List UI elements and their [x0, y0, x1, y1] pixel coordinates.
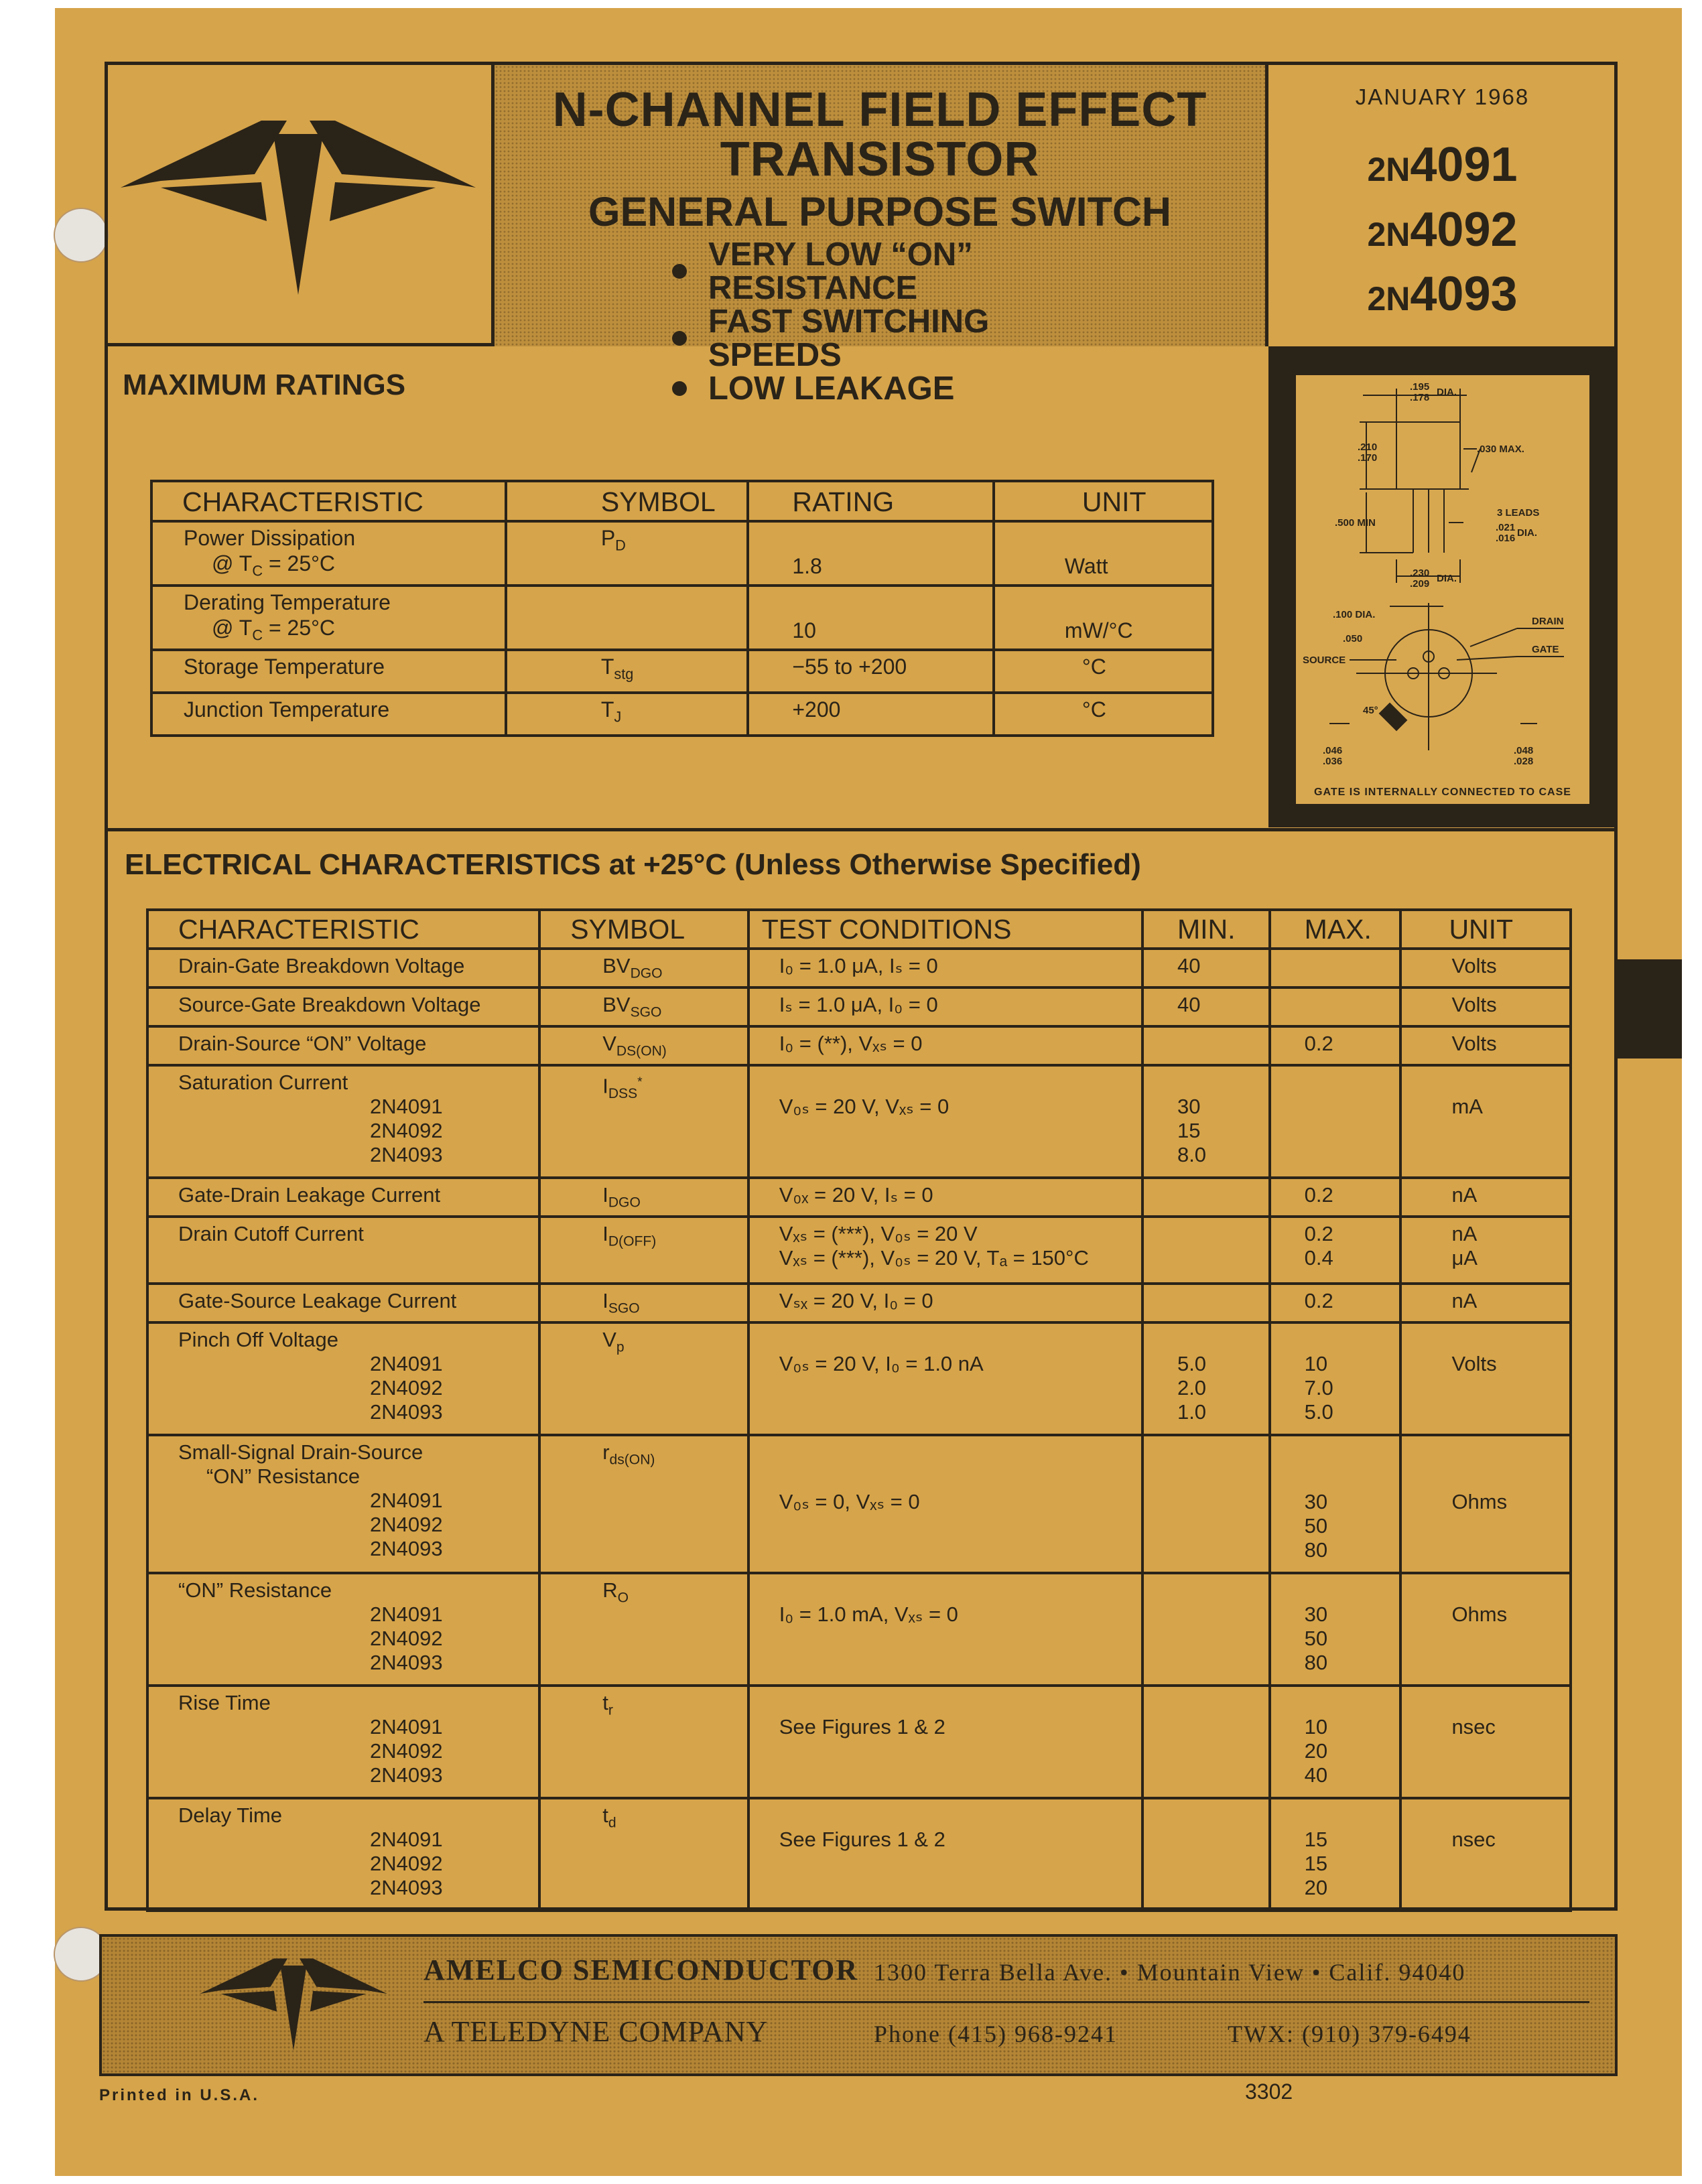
mr-unit: °C	[994, 650, 1213, 693]
svg-text:DRAIN: DRAIN	[1532, 616, 1564, 627]
table-row: Drain-Source “ON” Voltage $V_{DS(ON)}$ I₀ = (**), Vₓₛ = 0 0.2 Volts	[147, 1026, 1571, 1065]
company-name: AMELCO SEMICONDUCTOR	[423, 1954, 859, 1986]
table-row	[151, 521, 1213, 586]
svg-text:GATE: GATE	[1532, 644, 1559, 655]
table-row: Gate-Drain Leakage Current $I_{DGO}$ V₀ₓ = 20 V, Iₛ = 0 0.2 nA	[147, 1178, 1571, 1217]
footer-band	[99, 1934, 1618, 2076]
svg-text:.230: .230	[1410, 567, 1430, 579]
table-row	[151, 650, 1213, 693]
mr-rating: −55 to +200	[748, 650, 994, 693]
title-line-1: N-CHANNEL FIELD EFFECT	[552, 83, 1207, 137]
bullet-icon	[672, 264, 687, 279]
mr-unit: mW/°C	[994, 586, 1213, 650]
part-number-4092: 2N4092	[1367, 203, 1518, 257]
teledyne-logo-icon	[121, 121, 476, 295]
mr-symbol	[506, 586, 748, 650]
section-divider	[105, 828, 1618, 831]
package-drawing	[1296, 375, 1589, 804]
svg-text:SOURCE: SOURCE	[1303, 655, 1346, 666]
svg-text:45°: 45°	[1363, 705, 1378, 716]
svg-text:.028: .028	[1514, 756, 1534, 767]
printed-in: Printed in U.S.A.	[99, 2086, 260, 2104]
mr-header-symbol: SYMBOL	[506, 481, 748, 521]
binder-hole-top	[54, 208, 109, 263]
package-outline-icon	[1296, 375, 1589, 804]
header-title-band	[491, 65, 1268, 407]
part-number-4093: 2N4093	[1367, 267, 1518, 321]
table-row: Delay Time 2N4091 2N4092 2N4093 $t_d$ See Figures 1 & 2 15 15 20 nsec	[147, 1798, 1571, 1911]
package-note: GATE IS INTERNALLY CONNECTED TO CASE	[1314, 787, 1571, 798]
bullet-icon	[672, 331, 687, 346]
electrical-table	[146, 908, 1572, 1912]
mr-rating: +200	[748, 693, 994, 736]
page-number: 3302	[1245, 2079, 1293, 2104]
mr-header-rating: RATING	[748, 481, 994, 521]
table-row: Source-Gate Breakdown Voltage $BV_{SGO}$ Iₛ = 1.0 μA, I₀ = 0 40 Volts	[147, 987, 1571, 1026]
mr-symbol: $T_J$	[506, 693, 748, 736]
feature-item: LOW LEAKAGE	[672, 372, 1088, 405]
max-ratings-table	[150, 480, 1214, 737]
mr-symbol: $T_{stg}$	[506, 650, 748, 693]
table-row: Rise Time 2N4091 2N4092 2N4093 $t_r$ See Figures 1 & 2 10 20 40 nsec	[147, 1686, 1571, 1798]
mr-char: Junction Temperature	[151, 693, 506, 736]
svg-text:.016: .016	[1496, 533, 1516, 544]
mr-header-unit: UNIT	[994, 481, 1213, 521]
subtitle: GENERAL PURPOSE SWITCH	[588, 189, 1171, 234]
mr-unit: Watt	[994, 521, 1213, 586]
mr-rating: 10	[748, 586, 994, 650]
svg-text:.030 MAX.: .030 MAX.	[1477, 443, 1524, 455]
table-row: Drain-Gate Breakdown Voltage $BV_{DGO}$ I₀ = 1.0 μA, Iₛ = 0 40 Volts	[147, 949, 1571, 987]
svg-text:3 LEADS: 3 LEADS	[1497, 507, 1540, 519]
parent-company: A TELEDYNE COMPANY	[423, 2015, 769, 2048]
ec-header-symbol: SYMBOL	[539, 910, 748, 949]
teledyne-logo-icon	[200, 1954, 387, 2055]
svg-text:.050: .050	[1343, 633, 1363, 644]
mr-unit: °C	[994, 693, 1213, 736]
phone-number: Phone (415) 968-9241	[874, 2021, 1118, 2047]
index-tab	[1615, 959, 1682, 1059]
title-line-2: TRANSISTOR	[720, 133, 1040, 186]
bullet-icon	[672, 381, 687, 396]
table-row: Small-Signal Drain-Source “ON” Resistance 2N4091 2N4092 2N4093 $r_{ds(ON)}$ V₀ₛ = 0, Vₓₛ = 0 30 50 80 Ohms	[147, 1435, 1571, 1573]
svg-text:.100 DIA.: .100 DIA.	[1333, 609, 1376, 620]
company-address: 1300 Terra Bella Ave. • Mountain View • Calif. 94040	[874, 1959, 1466, 1986]
svg-text:DIA.: DIA.	[1437, 387, 1457, 398]
feature-list	[672, 238, 1088, 405]
ec-header-conditions: TEST CONDITIONS	[748, 910, 1142, 949]
svg-text:.178: .178	[1410, 392, 1430, 403]
table-row: Drain Cutoff Current $I_{D(OFF)}$ Vₓₛ = (***), V₀ₛ = 20 V Vₓₛ = (***), V₀ₛ = 20 V, Tₐ = 150°C 0.2 0.4 nA μA	[147, 1217, 1571, 1284]
svg-text:.048: .048	[1514, 745, 1534, 756]
svg-text:.210: .210	[1358, 441, 1378, 453]
date-label: JANUARY 1968	[1355, 84, 1530, 109]
mr-rating: 1.8	[748, 521, 994, 586]
feature-item: FAST SWITCHING SPEEDS	[672, 305, 1088, 372]
ec-header-unit: UNIT	[1400, 910, 1571, 949]
mr-header-characteristic: CHARACTERISTIC	[151, 481, 506, 521]
mr-char: Storage Temperature	[151, 650, 506, 693]
electrical-title: ELECTRICAL CHARACTERISTICS at +25°C (Unless Otherwise Specified)	[125, 848, 1141, 881]
svg-text:.036: .036	[1323, 756, 1343, 767]
table-row	[151, 586, 1213, 650]
twx-number: TWX: (910) 379-6494	[1228, 2021, 1471, 2047]
table-row: Pinch Off Voltage 2N4091 2N4092 2N4093 $V_p$ V₀ₛ = 20 V, I₀ = 1.0 nA 5.0 2.0 1.0 10 7.0 5.0 Volts	[147, 1322, 1571, 1435]
table-row: Gate-Source Leakage Current $I_{SGO}$ Vₛₓ = 20 V, I₀ = 0 0.2 nA	[147, 1284, 1571, 1322]
ec-header-characteristic: CHARACTERISTIC	[147, 910, 539, 949]
svg-text:.046: .046	[1323, 745, 1343, 756]
svg-text:DIA.: DIA.	[1437, 573, 1457, 584]
svg-text:.195: .195	[1410, 381, 1430, 393]
ec-header-min: MIN.	[1142, 910, 1270, 949]
svg-text:.170: .170	[1358, 452, 1378, 464]
svg-text:.500 MIN: .500 MIN	[1335, 517, 1376, 529]
feature-item: VERY LOW “ON” RESISTANCE	[672, 238, 1088, 305]
mr-char: Derating Temperature @ $T_C = 25^\circ C$	[151, 586, 506, 650]
ec-header-max: MAX.	[1270, 910, 1401, 949]
mr-char: Power Dissipation @ $T_C = 25^\circ C$	[151, 521, 506, 586]
footer-rule	[423, 2001, 1589, 2003]
svg-text:DIA.: DIA.	[1517, 527, 1537, 539]
part-number-4091: 2N4091	[1367, 138, 1518, 192]
svg-text:.021: .021	[1496, 522, 1516, 533]
table-row: “ON” Resistance 2N4091 2N4092 2N4093 $R_O$ I₀ = 1.0 mA, Vₓₛ = 0 30 50 80 Ohms	[147, 1573, 1571, 1686]
mr-symbol: $P_D$	[506, 521, 748, 586]
table-row	[151, 693, 1213, 736]
table-row: Saturation Current 2N4091 2N4092 2N4093 $I_{DSS}^*$ V₀ₛ = 20 V, Vₓₛ = 0 30 15 8.0 mA	[147, 1065, 1571, 1178]
svg-text:.209: .209	[1410, 578, 1430, 590]
max-ratings-title: MAXIMUM RATINGS	[123, 368, 406, 401]
